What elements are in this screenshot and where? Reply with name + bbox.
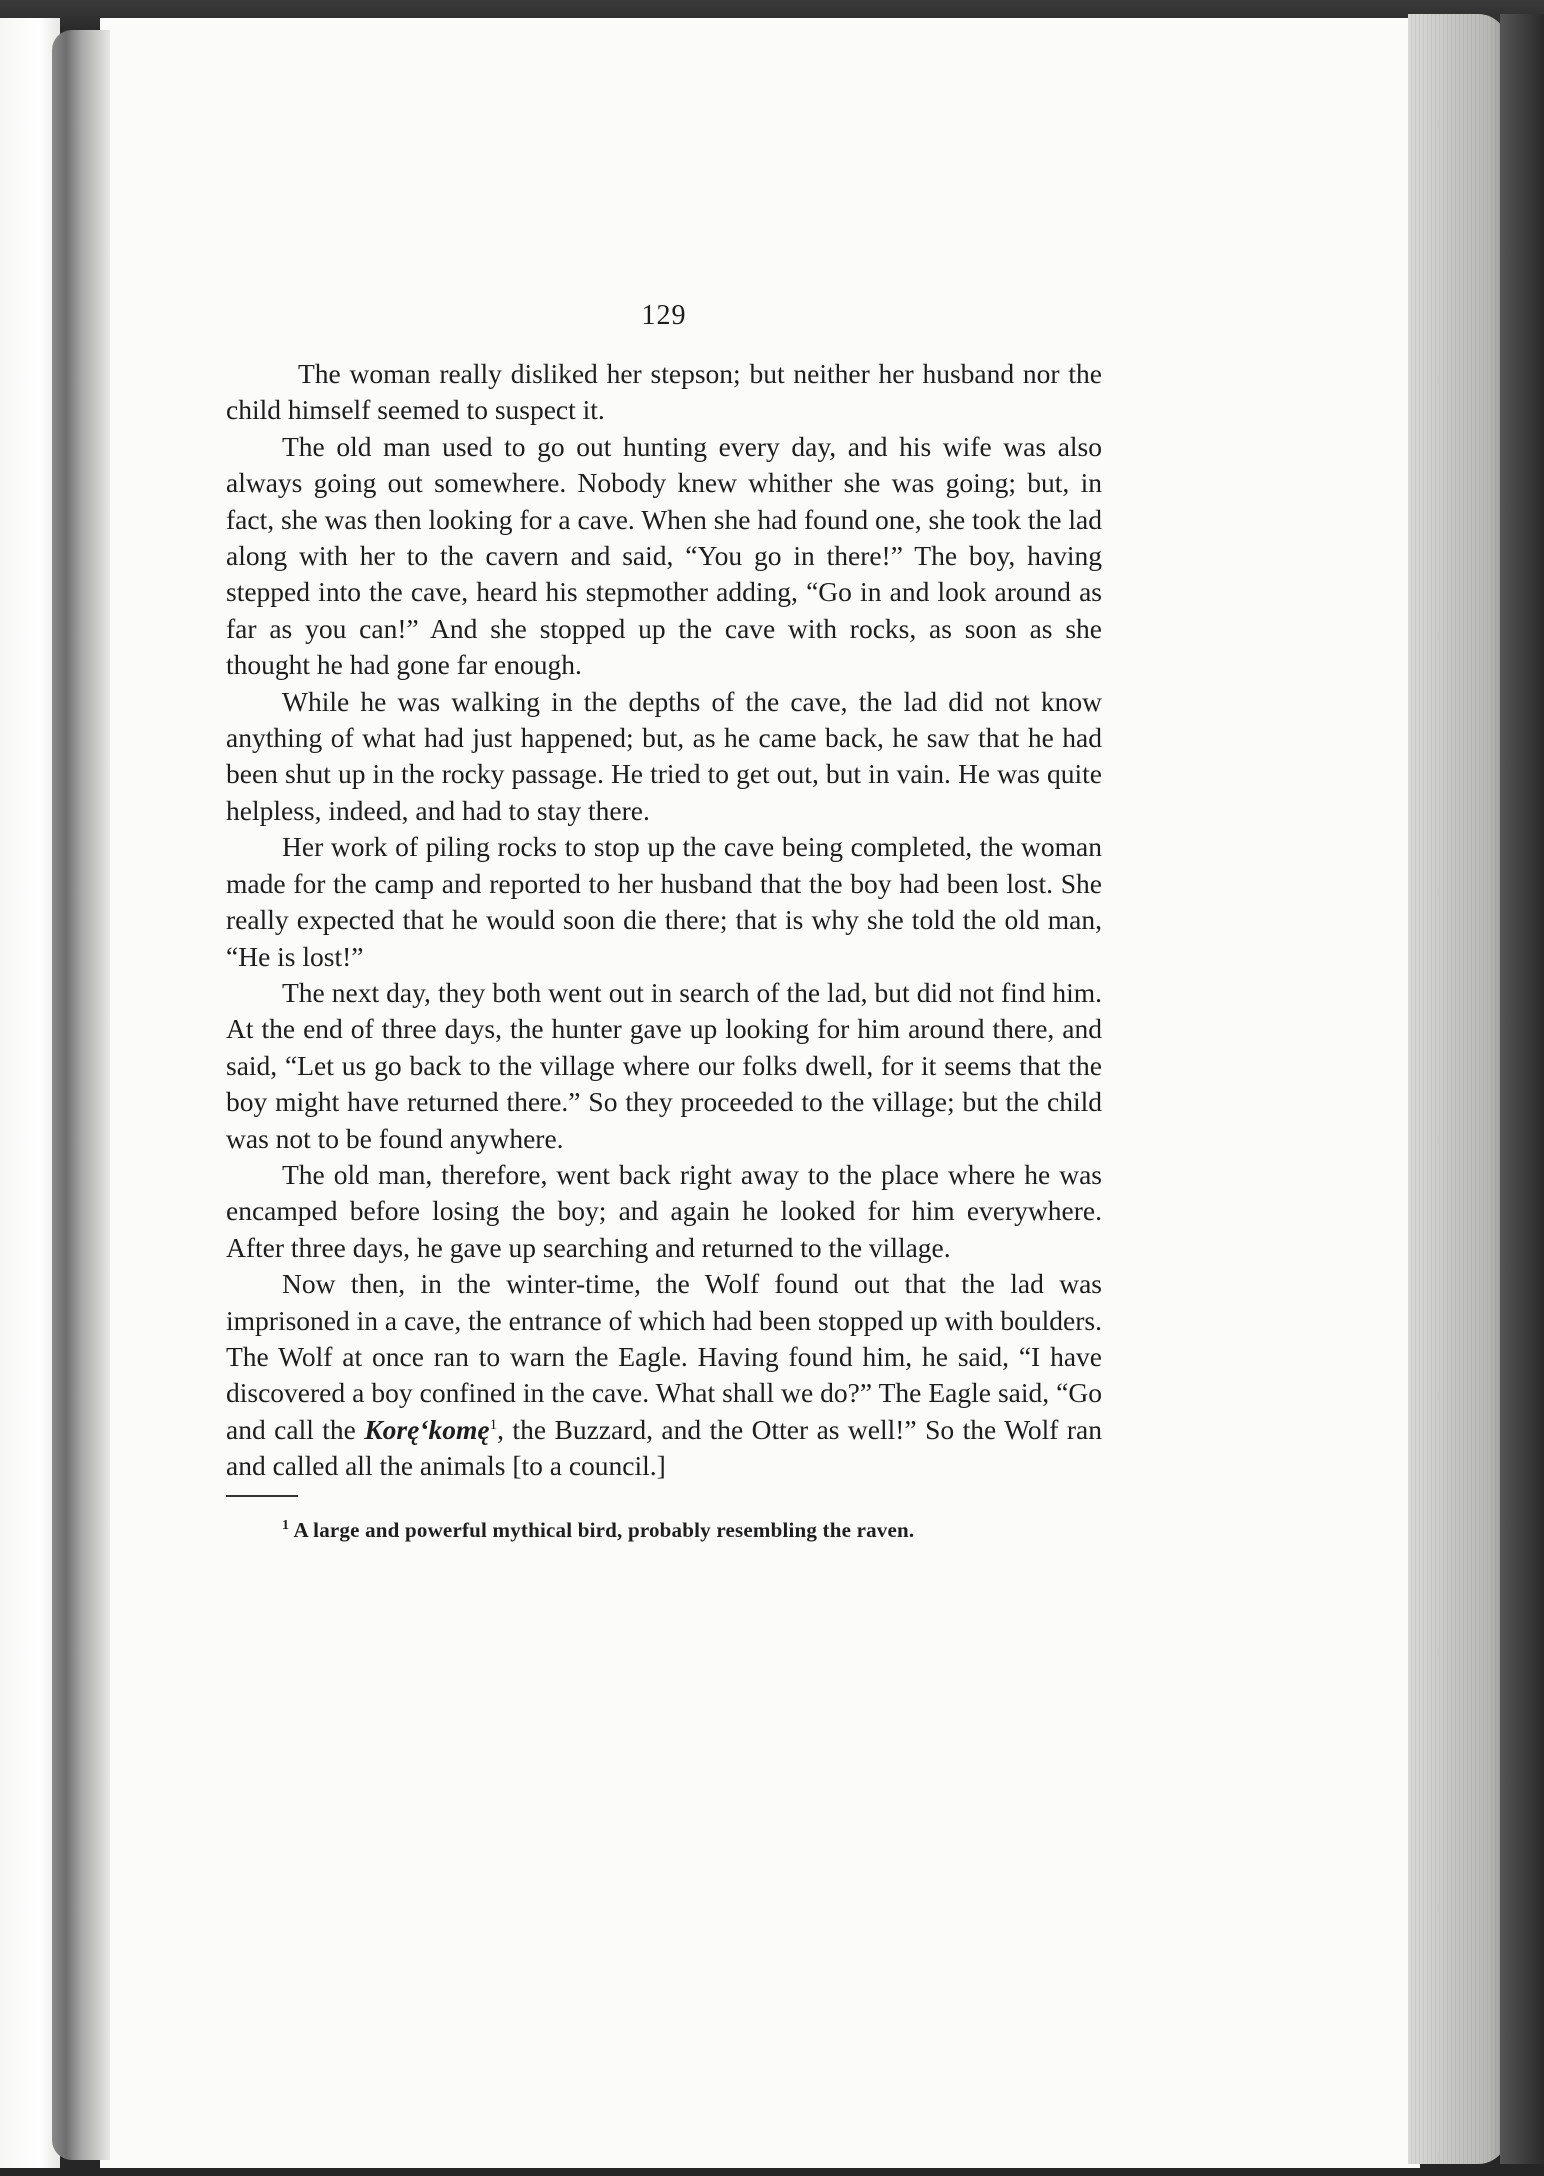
footnote [226,1511,1102,1545]
paragraph-7 [226,1266,1102,1484]
page-fore-edge [1408,14,1508,2164]
text-block [226,300,1102,1545]
fore-edge-shadow [1500,14,1544,2164]
paragraph-5: The next day, they both went out in search of the lad, but did not find him. At the end of three days, the hunter gave up looking for him around there, and said, “Let us go back to the village where our folks dwell, for it seems that the boy might have returned there.” So they proceeded to the village; but the child was not to be found anywhere. [226,976,1102,1154]
book-gutter [52,30,110,2160]
left-page-edge [0,18,60,2168]
paragraph-4: Her work of piling rocks to stop up the cave being completed, the woman made for the camp and reported to her husband that the boy had been lost. She really expected that he would soon die there; that is why she told the old man, “He is lost!” [226,831,1102,972]
footnote-rule [226,1495,298,1497]
paragraph-2: The old man used to go out hunting every day, and his wife was also always going out somewhere. Nobody knew whither she was going; but, in fact, she was then looking for a cave. When she had found one, she took the lad along with her to the cavern and said, “You go in there!” The boy, having stepped into the cave, heard his stepmother adding, “Go in and look around as far as you can!” And she stopped up the cave with rocks, as soon as she thought he had gone far enough. [226,430,1102,681]
paragraph-7-start: Now then, in the winter-time, the Wolf found out that the lad was imprisoned in a cave, the entrance of which had been stopped up with boulders. The Wolf at once ran to warn the Eagle. Having found him, he said, “I have discovered a boy confined in the cave. What shall we do?” The Eagle said, “Go and call the [226,1268,1102,1445]
footnote-mark: 1 [282,1517,290,1533]
page-number: 129 [641,300,687,331]
paragraph-3: While he was walking in the depths of the cave, the lad did not know anything of what had just happened; but, as he came back, he saw that he had been shut up in the rocky passage. He tried to get out, but in vain. He was quite helpless, indeed, and had to stay there. [226,685,1102,826]
footnote-text: A large and powerful mythical bird, probably resembling the raven. [293,1517,915,1542]
paragraph-7-end: , the Buzzard, and the Otter as well!” So the Wolf ran and called all the animals [to a council.] [226,1413,1102,1482]
paragraph-6: The old man, therefore, went back right away to the place where he was encamped before losing the boy; and again he looked for him everywhere. After three days, he gave up searching and returned to the village. [226,1158,1102,1263]
paragraph-1: The woman really disliked her stepson; but neither her husband nor the child himself seemed to suspect it. [226,358,1102,426]
footnote-reference: 1 [489,1416,498,1433]
mythical-bird-name: Korę‘komę [364,1413,490,1445]
